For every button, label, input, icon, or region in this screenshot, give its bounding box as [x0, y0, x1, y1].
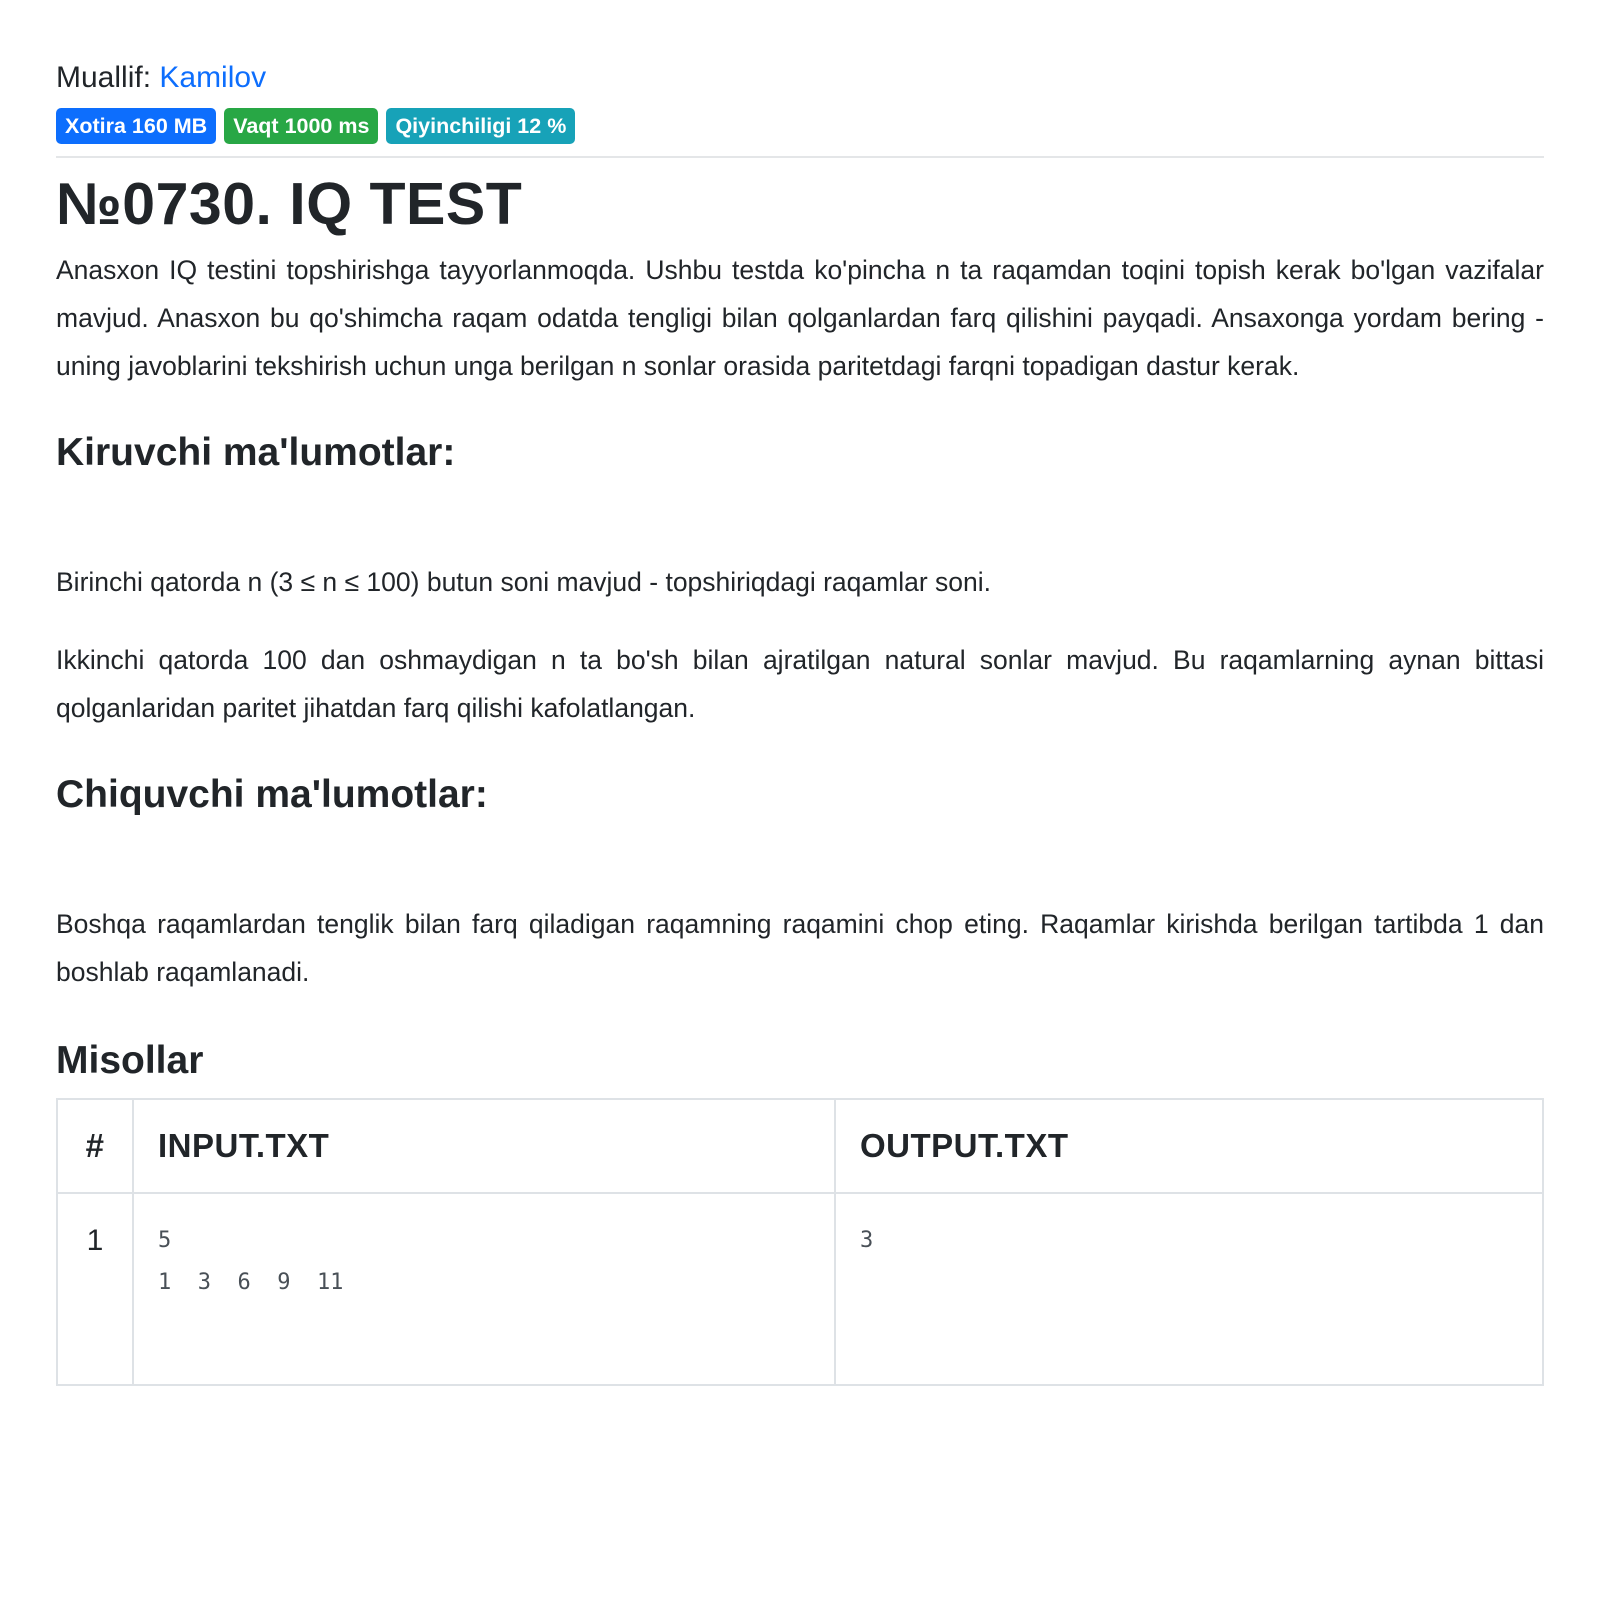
author-link[interactable]: Kamilov: [159, 61, 267, 94]
example-input[interactable]: 5 1 3 6 9 11: [158, 1228, 344, 1295]
table-row: [57, 1193, 1543, 1385]
column-header-number: #: [57, 1099, 133, 1193]
input-paragraph-2: Ikkinchi qatorda 100 dan oshmaydigan n ta bo'sh bilan ajratilgan natural sonlar mavjud. Bu raqamlarning aynan bittasi qolganlaridan paritet jihatdan farq qilishi kafolatlangan.: [56, 645, 1544, 723]
column-header-output: OUTPUT.TXT: [835, 1099, 1543, 1193]
input-paragraph-1: Birinchi qatorda n (3 ≤ n ≤ 100) butun soni mavjud - topshiriqdagi raqamlar soni.: [56, 567, 991, 597]
output-paragraph: Boshqa raqamlardan tenglik bilan farq qiladigan raqamning raqamini chop eting. Raqamlar kirishda berilgan tartibda 1 dan boshlab raqamlanadi.: [56, 909, 1544, 987]
problem-statement: Anasxon IQ testini topshirishga tayyorlanmoqda. Ushbu testda ko'pincha n ta raqamdan toqini topish kerak bo'lgan vazifalar mavjud. Anasxon bu qo'shimcha raqam odatda tengligi bilan qolganlardan farq qilishini payqadi. Ansaxonga yordam bering - uning javoblarini tekshirish uchun unga berilgan n sonlar orasida paritetdagi farqni topadigan dastur kerak.: [56, 255, 1544, 381]
example-output-cell: [835, 1193, 1543, 1385]
spacer: [56, 480, 1544, 558]
example-number: 1: [57, 1193, 133, 1385]
input-heading: Kiruvchi ma'lumotlar:: [56, 431, 456, 474]
example-input-cell: [133, 1193, 835, 1385]
table-header-row: [57, 1099, 1543, 1193]
author-line: [56, 56, 1544, 100]
spacer: [56, 822, 1544, 900]
examples-table: [56, 1098, 1544, 1386]
page-title: №0730. IQ TEST: [56, 171, 523, 237]
divider: [56, 156, 1544, 158]
output-heading: Chiquvchi ma'lumotlar:: [56, 773, 488, 816]
memory-limit-badge: Xotira 160 MB: [56, 108, 216, 144]
time-limit-badge: Vaqt 1000 ms: [224, 108, 378, 144]
examples-heading: Misollar: [56, 1039, 204, 1082]
example-output[interactable]: 3: [860, 1228, 874, 1253]
author-label: Muallif:: [56, 61, 152, 94]
column-header-input: INPUT.TXT: [133, 1099, 835, 1193]
difficulty-badge: Qiyinchiligi 12 %: [386, 108, 575, 144]
badge-row: [56, 108, 1544, 144]
